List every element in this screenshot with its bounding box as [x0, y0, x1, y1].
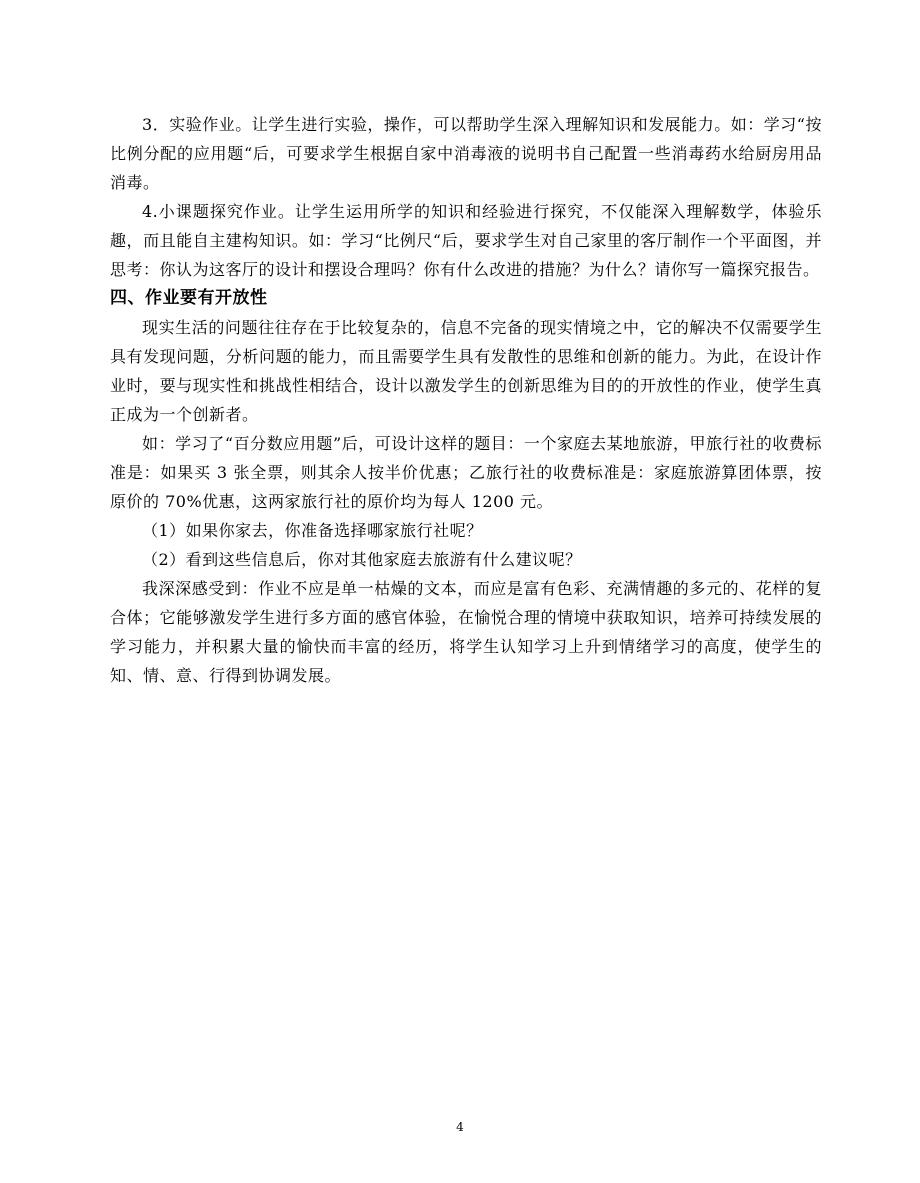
document-body	[110, 110, 822, 690]
paragraph-percentage-example: 如：学习了“百分数应用题”后，可设计这样的题目：一个家庭去某地旅游，甲旅行社的收费标准是：如果买 3 张全票，则其余人按半价优惠；乙旅行社的收费标准是：家庭旅游算团体票，按原价的 70%优惠，这两家旅行社的原价均为每人 1200 元。	[110, 434, 822, 511]
section-heading-openness: 四、作业要有开放性	[110, 288, 268, 308]
paragraph-conclusion: 我深深感受到：作业不应是单一枯燥的文本，而应是富有色彩、充满情趣的多元的、花样的复合体；它能够激发学生进行多方面的感官体验，在愉悦合理的情境中获取知识，培养可持续发展的学习能力，并积累大量的愉快而丰富的经历，将学生认知学习上升到情绪学习的高度，使学生的知、情、意、行得到协调发展。	[110, 579, 822, 685]
paragraph-research-homework: 4.小课题探究作业。让学生运用所学的知识和经验进行探究，不仅能深入理解数学，体验乐趣，而且能自主建构知识。如：学习“比例尺“后，要求学生对自己家里的客厅制作一个平面图，并思考：你认为这客厅的设计和摆设合理吗？你有什么改进的措施？为什么？请你写一篇探究报告。	[110, 202, 822, 279]
question-2: （2）看到这些信息后，你对其他家庭去旅游有什么建议呢？	[142, 550, 582, 569]
paragraph-experiment-homework: 3．实验作业。让学生进行实验，操作，可以帮助学生深入理解知识和发展能力。如：学习“按比例分配的应用题“后，可要求学生根据自家中消毒液的说明书自己配置一些消毒药水给厨房用品消毒。	[110, 115, 822, 192]
question-1: （1）如果你家去，你准备选择哪家旅行社呢？	[142, 521, 483, 540]
paragraph-real-life-problems: 现实生活的问题往往存在于比较复杂的，信息不完备的现实情境之中，它的解决不仅需要学生具有发现问题，分析问题的能力，而且需要学生具有发散性的思维和创新的能力。为此，在设计作业时，要与现实性和挑战性相结合，设计以激发学生的创新思维为目的的开放性的作业，使学生真正成为一个创新者。	[110, 318, 822, 424]
page-number: 4	[456, 1120, 464, 1134]
